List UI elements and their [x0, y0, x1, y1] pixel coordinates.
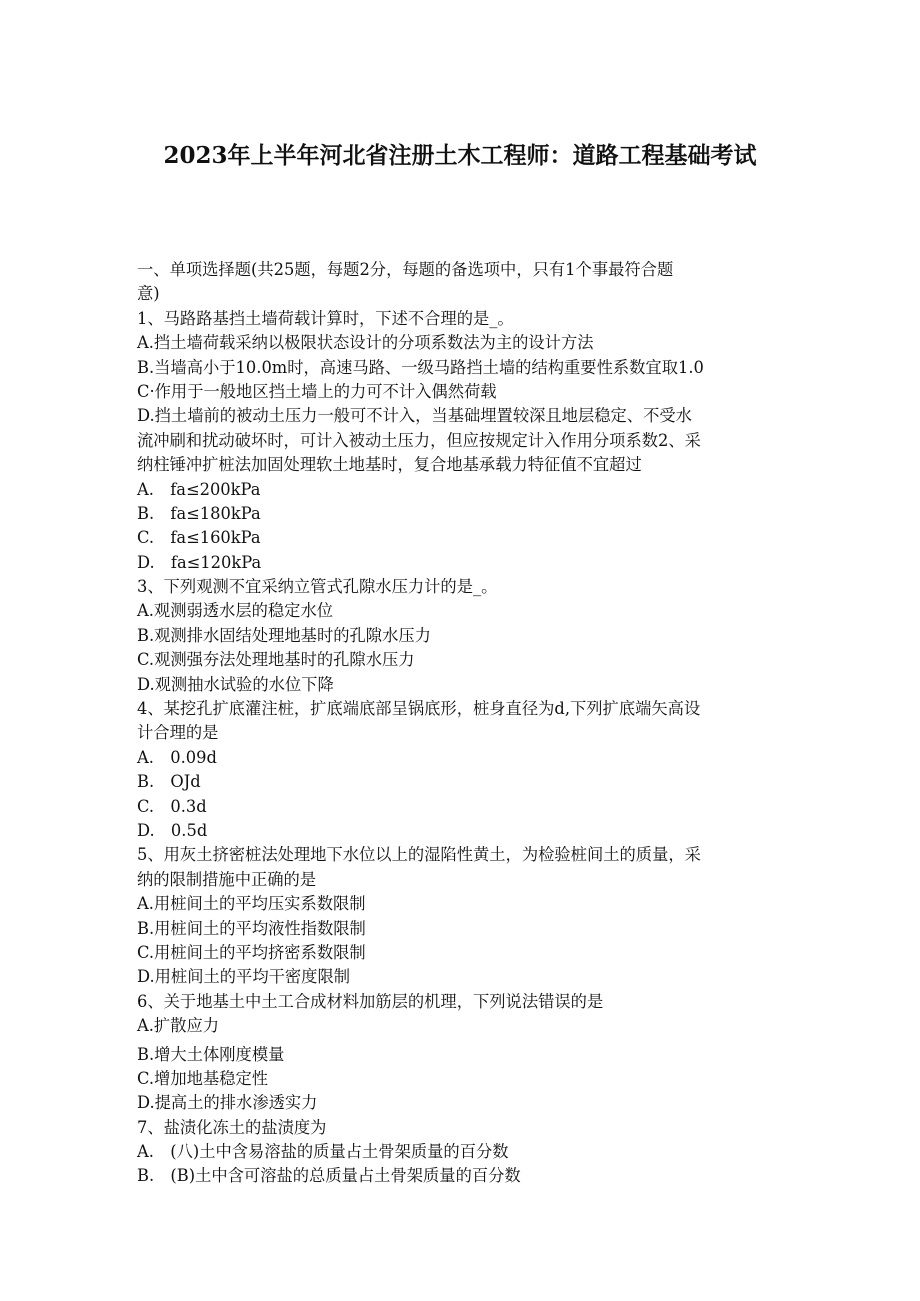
question-2-option-b: B. fa≤180kPa [137, 503, 261, 523]
question-7-option-a: A. (八)土中含易溶盐的质量占土骨架质量的百分数 [137, 1142, 509, 1162]
question-4-option-b: B. OJd [137, 772, 201, 792]
question-2-option-a: A. fa≤200kPa [137, 479, 261, 499]
question-7: 7、盐渍化冻土的盐渍度为 [137, 1117, 327, 1137]
question-5-option-a: A.用桩间土的平均压实系数限制 [137, 894, 366, 914]
section-heading: 一、单项选择题(共25题，每题2分，每题的备选项中，只有1个事最符合题 [137, 260, 674, 279]
question-3-option-a: A.观测弱透水层的稳定水位 [137, 601, 334, 621]
question-3-option-b: B.观测排水固结处理地基时的孔隙水压力 [137, 625, 431, 645]
question-1-option-c: C·作用于一般地区挡土墙上的力可不计入偶然荷载 [137, 381, 497, 401]
question-6-option-b: B.增大土体刚度模量 [137, 1044, 285, 1064]
question-1-option-a: A.挡土墙荷载采纳以极限状态设计的分项系数法为主的设计方法 [137, 333, 594, 353]
question-6-option-c: C.增加地基稳定性 [137, 1068, 269, 1088]
question-4-cont: 计合理的是 [137, 723, 219, 743]
question-3-option-d: D.观测抽水试验的水位下降 [137, 674, 334, 694]
document-body [137, 258, 787, 1189]
question-5: 5、用灰土挤密桩法处理地下水位以上的湿陷性黄土，为检验桩间土的质量，采 [137, 845, 701, 865]
question-3-option-c: C.观测强夯法处理地基时的孔隙水压力 [137, 650, 415, 670]
question-1-option-d: D.挡土墙前的被动土压力一般可不计入，当基础埋置较深且地层稳定、不受水 [137, 406, 692, 426]
question-5-option-d: D.用桩间土的平均干密度限制 [137, 967, 351, 987]
question-1-option-b: B.当墙高小于10.0m时，高速马路、一级马路挡土墙的结构重要性系数宜取1.0 [137, 357, 704, 377]
question-1: 1、马路路基挡土墙荷载计算时，下述不合理的是_。 [137, 308, 514, 328]
question-6-option-a: A.扩散应力 [137, 1016, 220, 1036]
question-6: 6、关于地基土中土工合成材料加筋层的机理，下列说法错误的是 [137, 991, 604, 1011]
section-heading-cont: 意) [137, 284, 160, 304]
question-4-option-d: D. 0.5d [137, 820, 208, 840]
question-5-option-c: C.用桩间土的平均挤密系数限制 [137, 942, 366, 962]
question-7-option-b: B. (B)土中含可溶盐的总质量占土骨架质量的百分数 [137, 1166, 521, 1186]
question-5-cont: 纳的限制措施中正确的是 [137, 869, 317, 889]
question-2-option-c: C. fa≤160kPa [137, 528, 261, 548]
question-2-option-d: D. fa≤120kPa [137, 552, 262, 572]
question-4-option-c: C. 0.3d [137, 796, 207, 816]
question-6-option-d: D.提高土的排水渗透实力 [137, 1093, 318, 1113]
question-4-option-a: A. 0.09d [137, 747, 217, 767]
document-title: 2023年上半年河北省注册土木工程师：道路工程基础考试 [163, 142, 757, 169]
question-5-option-b: B.用桩间土的平均液性指数限制 [137, 918, 366, 938]
question-3: 3、下列观测不宜采纳立管式孔隙水压力计的是_。 [137, 577, 498, 597]
question-1-option-d-cont: 流冲刷和扰动破坏时，可计入被动土压力，但应按规定计入作用分项系数2、采 [137, 430, 701, 450]
question-4: 4、某挖孔扩底灌注桩，扩底端底部呈锅底形，桩身直径为d,下列扩底端矢高设 [137, 699, 701, 719]
question-2: 纳柱锤冲扩桩法加固处理软土地基时，复合地基承载力特征值不宜超过 [137, 455, 642, 475]
